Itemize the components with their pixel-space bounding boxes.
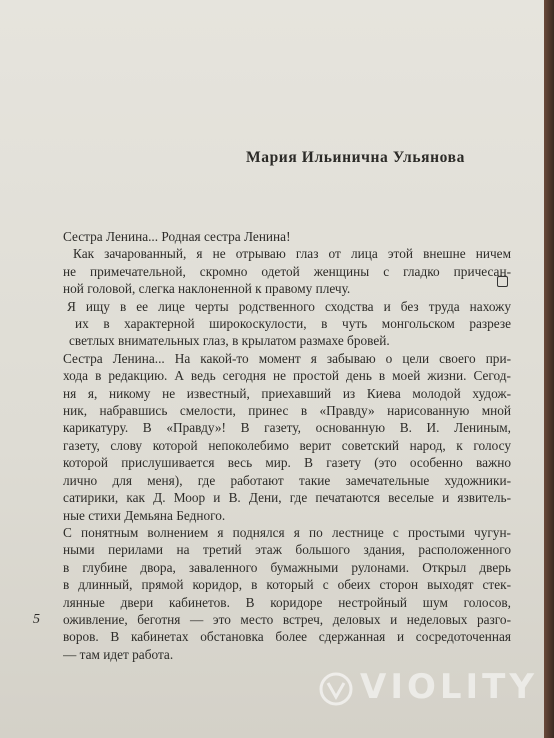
ink-stamp-mark bbox=[497, 276, 508, 287]
text-line: карикатуру. В «Правду»! В газету, основанную В. И. Лениным, bbox=[63, 420, 511, 436]
text-line: воров. В кабинетах обстановка более сдержанная и сосредоточенная bbox=[63, 629, 511, 645]
body-text bbox=[63, 228, 511, 663]
text-line: не примечательной, скромно одетой женщины с гладко причесан- bbox=[63, 263, 511, 279]
text-line: в глубине двора, заваленного бумажными рулонами. Открыл дверь bbox=[63, 559, 511, 575]
violity-logo-icon bbox=[318, 671, 354, 707]
text-line: ные стихи Демьяна Бедного. bbox=[63, 507, 226, 523]
text-line: сатирики, как Д. Моор и В. Дени, где печатаются веселые и язвитель- bbox=[63, 490, 511, 506]
paragraph bbox=[63, 350, 511, 524]
text-line: оживление, беготня — это место встреч, деловых и неделовых разго- bbox=[63, 611, 511, 627]
text-line: лично для меня), где работают такие замечательные художники- bbox=[63, 472, 511, 488]
text-line: Как зачарованный, я не отрываю глаз от лица этой внешне ничем bbox=[73, 246, 511, 262]
watermark bbox=[318, 667, 538, 707]
text-line: их в характерной широкоскулости, в чуть монгольском разрезе bbox=[75, 316, 511, 332]
book-edge bbox=[544, 0, 554, 738]
paragraph bbox=[63, 298, 511, 350]
watermark-text: VIOLITY bbox=[360, 667, 538, 707]
page-number: 5 bbox=[33, 612, 40, 627]
text-line: которой прислушивается весь мир. В газету (это особенно важно bbox=[63, 455, 511, 471]
text-line: ной головой, слегка наклоненной к правому плечу. bbox=[63, 281, 351, 297]
text-line: С понятным волнением я поднялся я по лестнице с простыми чугун- bbox=[63, 524, 511, 540]
paragraph bbox=[63, 245, 511, 297]
paragraph bbox=[63, 524, 511, 663]
paragraph bbox=[63, 228, 511, 245]
text-line: ными перилами на третий этаж большого здания, расположенного bbox=[63, 542, 511, 558]
text-line: Сестра Ленина... Родная сестра Ленина! bbox=[63, 229, 291, 244]
text-line: газету, слову которой непоколебимо верит советский народ, к голосу bbox=[63, 437, 511, 453]
text-line: в длинный, прямой коридор, в который с обеих сторон выходят стек- bbox=[63, 577, 511, 593]
text-line: Сестра Ленина... На какой-то момент я забываю о цели своего при- bbox=[63, 350, 511, 366]
text-line: хода в редакцию. А ведь сегодня не простой день в моей жизни. Сегод- bbox=[63, 368, 511, 384]
chapter-title: Мария Ильинична Ульянова bbox=[246, 149, 465, 166]
text-line: Я ищу в ее лице черты родственного сходства и без труда нахожу bbox=[67, 298, 511, 314]
text-line: ник, набравшись смелости, принес в «Правду» нарисованную мной bbox=[63, 403, 511, 419]
text-line: светлых внимательных глаз, в крылатом размахе бровей. bbox=[69, 333, 390, 349]
text-line: ня я, никому не известный, приехавший из Киева молодой худож- bbox=[63, 385, 511, 401]
text-line: — там идет работа. bbox=[63, 646, 174, 662]
text-line: лянные двери кабинетов. В коридоре нестройный шум голосов, bbox=[63, 594, 511, 610]
